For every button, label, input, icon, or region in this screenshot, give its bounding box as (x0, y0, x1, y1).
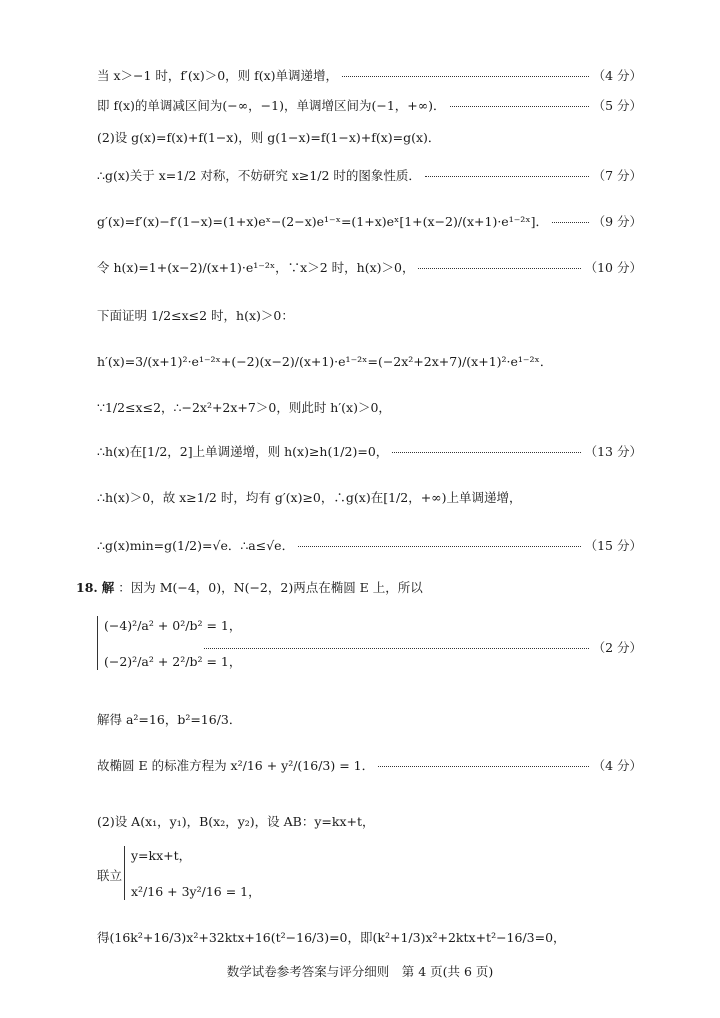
leader-dots (342, 75, 589, 77)
line-2: 即 f(x)的单调减区间为(−∞，−1)，单调增区间为(−1，+∞)． （5 分） (97, 98, 642, 113)
system-1-eq-2: (−2)²/a² + 2²/b² = 1， (104, 654, 242, 669)
score-mark: （5 分） (592, 98, 642, 113)
system-2-eq-2: x²/16 + 3y²/16 = 1， (131, 884, 261, 899)
union-label: 联立 (97, 868, 123, 883)
equation-system-2 (124, 846, 261, 900)
leader-dots (204, 647, 589, 649)
line-3: (2)设 g(x)=f(x)+f(1−x)，则 g(1−x)=f(1−x)+f(x)=g(x)． (97, 130, 441, 145)
line-4: ∴g(x)关于 x=1/2 对称，不妨研究 x≥1/2 时的图象性质． （7 分） (97, 168, 642, 183)
score-mark: （4 分） (592, 68, 642, 83)
score-mark: （7 分） (592, 168, 642, 183)
score-mark: （15 分） (584, 538, 642, 553)
system-2-eq-1: y=kx+t， (131, 848, 192, 863)
score-mark: （4 分） (592, 758, 642, 773)
quadratic-result-line: 得(16k²+16/3)x²+32ktx+16(t²−16/3)=0，即(k²+1/3)x²+2ktx+t²−16/3=0， (97, 930, 566, 945)
standard-equation-line: 故椭圆 E 的标准方程为 x²/16 + y²/(16/3) = 1． （4 分） (97, 758, 642, 773)
line-8: h′(x)=3/(x+1)²·e¹⁻²ˣ+(−2)(x−2)/(x+1)·e¹⁻²ˣ=(−2x²+2x+7)/(x+1)²·e¹⁻²ˣ． (97, 354, 553, 369)
leader-dots (450, 105, 589, 107)
score-mark: （2 分） (592, 640, 642, 655)
system-1-eq-1: (−4)²/a² + 0²/b² = 1， (104, 618, 242, 633)
line-6: 令 h(x)=1+(x−2)/(x+1)·e¹⁻²ˣ，∵x＞2 时，h(x)＞0， （10 分） (97, 260, 642, 275)
line-9: ∵1/2≤x≤2，∴−2x²+2x+7＞0，则此时 h′(x)＞0， (97, 400, 391, 415)
line-5: g′(x)=f′(x)−f′(1−x)=(1+x)eˣ−(2−x)e¹⁻ˣ=(1+x)eˣ[1+(x−2)/(x+1)·e¹⁻²ˣ]． （9 分） (97, 214, 642, 229)
question-18-heading (76, 578, 642, 596)
line-11: ∴h(x)＞0，故 x≥1/2 时，均有 g′(x)≥0，∴g(x)在[1/2，+∞)上单调递增， (97, 490, 522, 505)
page-footer: 数学试卷参考答案与评分细则 第 4 页(共 6 页) (226, 964, 494, 979)
leader-dots (378, 765, 588, 767)
line-7: 下面证明 1/2≤x≤2 时，h(x)＞0： (97, 308, 294, 323)
system-1-score-line (200, 640, 642, 655)
score-mark: （10 分） (584, 260, 642, 275)
score-mark: （13 分） (584, 444, 642, 459)
leader-dots (418, 267, 580, 269)
line-12: ∴g(x)min=g(1/2)=√e．∴a≤√e． （15 分） (97, 538, 642, 553)
solve-result-line: 解得 a²=16，b²=16/3． (97, 712, 242, 727)
leader-dots (392, 451, 580, 453)
score-mark: （9 分） (592, 214, 642, 229)
question-number: 18. (76, 580, 98, 595)
part-2-setup-line: (2)设 A(x₁，y₁)，B(x₂，y₂)，设 AB：y=kx+t， (97, 814, 375, 829)
solve-label: 解 (101, 580, 115, 595)
leader-dots (298, 545, 581, 547)
line-10: ∴h(x)在[1/2，2]上单调递增，则 h(x)≥h(1/2)=0， （13 分） (97, 444, 642, 459)
leader-dots (425, 175, 589, 177)
leader-dots (552, 221, 589, 223)
question-intro: ：因为 M(−4，0)，N(−2，2)两点在椭圆 E 上，所以 (118, 580, 423, 595)
line-1: 当 x＞−1 时，f′(x)＞0，则 f(x)单调递增， （4 分） (97, 68, 642, 83)
